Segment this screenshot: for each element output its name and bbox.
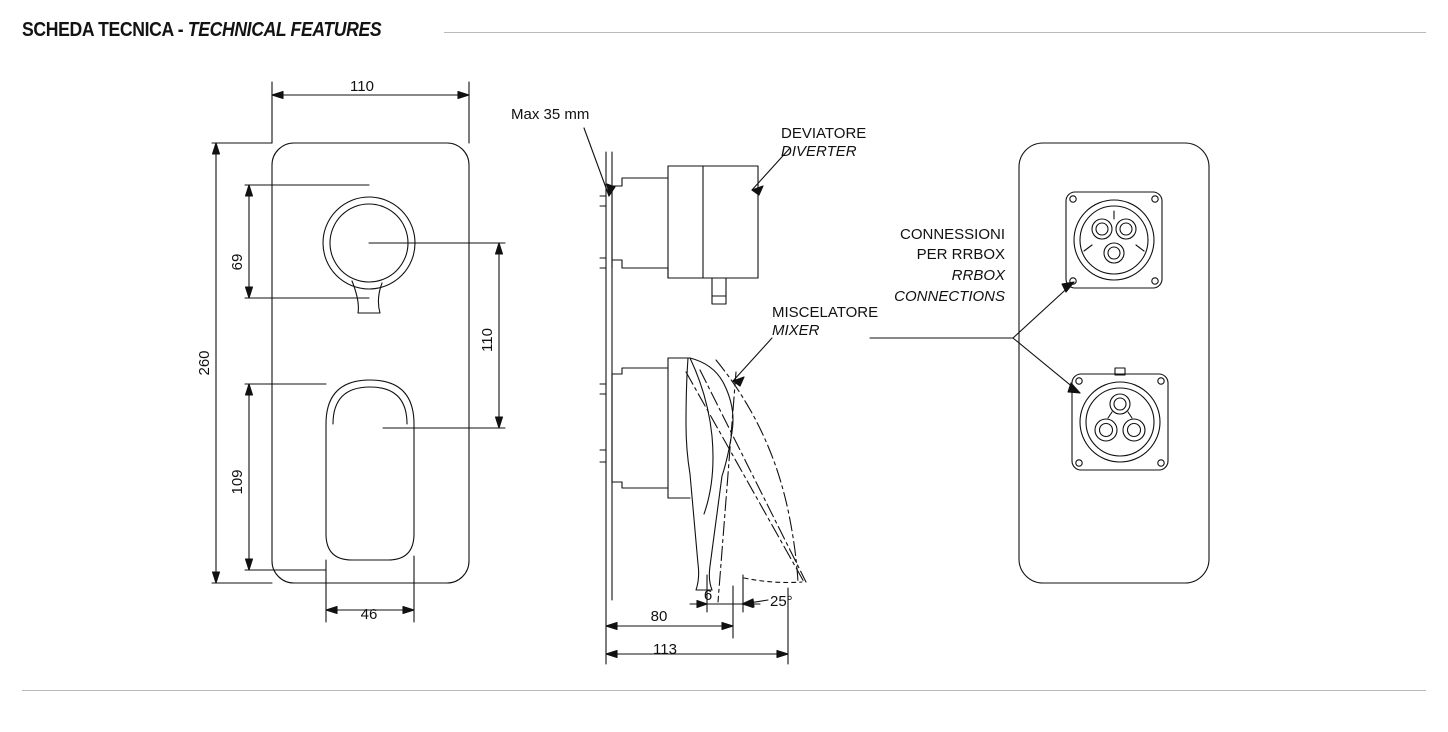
dim-label-handles-spacing: 110: [479, 328, 496, 352]
dim-label-body-depth: 80: [650, 608, 668, 625]
rrbox-plate-outline: [1019, 143, 1209, 583]
label-rrbox-connections-en-2: CONNECTIONS: [894, 288, 1005, 305]
dim-mixer-center-height: [245, 384, 326, 570]
page-title-alt: TECHNICAL FEATURES: [187, 18, 382, 41]
dim-label-plate-height: 260: [196, 350, 213, 376]
page-title-separator: -: [177, 18, 184, 41]
dim-label-handle-angle: 25°: [770, 593, 793, 610]
label-diverter-it: DEVIATORE: [781, 125, 867, 142]
dim-label-mixer-handle-width: 46: [360, 606, 378, 623]
leader-max-35: [584, 128, 615, 196]
dim-handle-angle: [742, 599, 768, 607]
dim-label-diverter-center-height: 69: [229, 253, 246, 271]
front-view: [212, 82, 505, 622]
label-rrbox-connections-en-1: RRBOX: [951, 267, 1005, 284]
mixer-handle: [326, 380, 414, 560]
label-mixer-en: MIXER: [772, 322, 820, 339]
side-view: [584, 128, 806, 664]
connections-view: [870, 143, 1209, 583]
label-mixer-it: MISCELATORE: [772, 304, 879, 321]
dim-plate-thickness: [690, 575, 760, 612]
label-rrbox-connections-it-1: CONNESSIONI: [899, 226, 1005, 243]
dim-label-plate-thickness: 6: [703, 587, 713, 604]
label-rrbox-connections-it-2: PER RRBOX: [916, 246, 1005, 263]
drawing-labels: [196, 78, 1006, 658]
front-plate-outline: [272, 143, 469, 583]
dim-label-total-depth: 113: [653, 641, 677, 658]
mixer-body-side: [600, 358, 733, 590]
lower-connection-block: [1072, 368, 1168, 470]
label-max-wall-thickness: Max 35 mm: [511, 106, 590, 123]
page-title-main: SCHEDA TECNICA: [22, 18, 174, 41]
dim-diverter-center-height: [245, 185, 369, 298]
diverter-handle: [323, 197, 415, 313]
lever-travel-arc: [744, 578, 802, 583]
diverter-body-side: [600, 166, 758, 304]
leader-mixer: [733, 338, 772, 386]
dim-body-depth: [606, 586, 733, 638]
upper-connection-block: [1066, 192, 1162, 288]
label-diverter-en: DIVERTER: [781, 143, 857, 160]
dim-label-plate-width: 110: [350, 78, 374, 95]
dim-plate-height: [212, 143, 272, 583]
dim-label-mixer-center-height: 109: [229, 469, 246, 495]
